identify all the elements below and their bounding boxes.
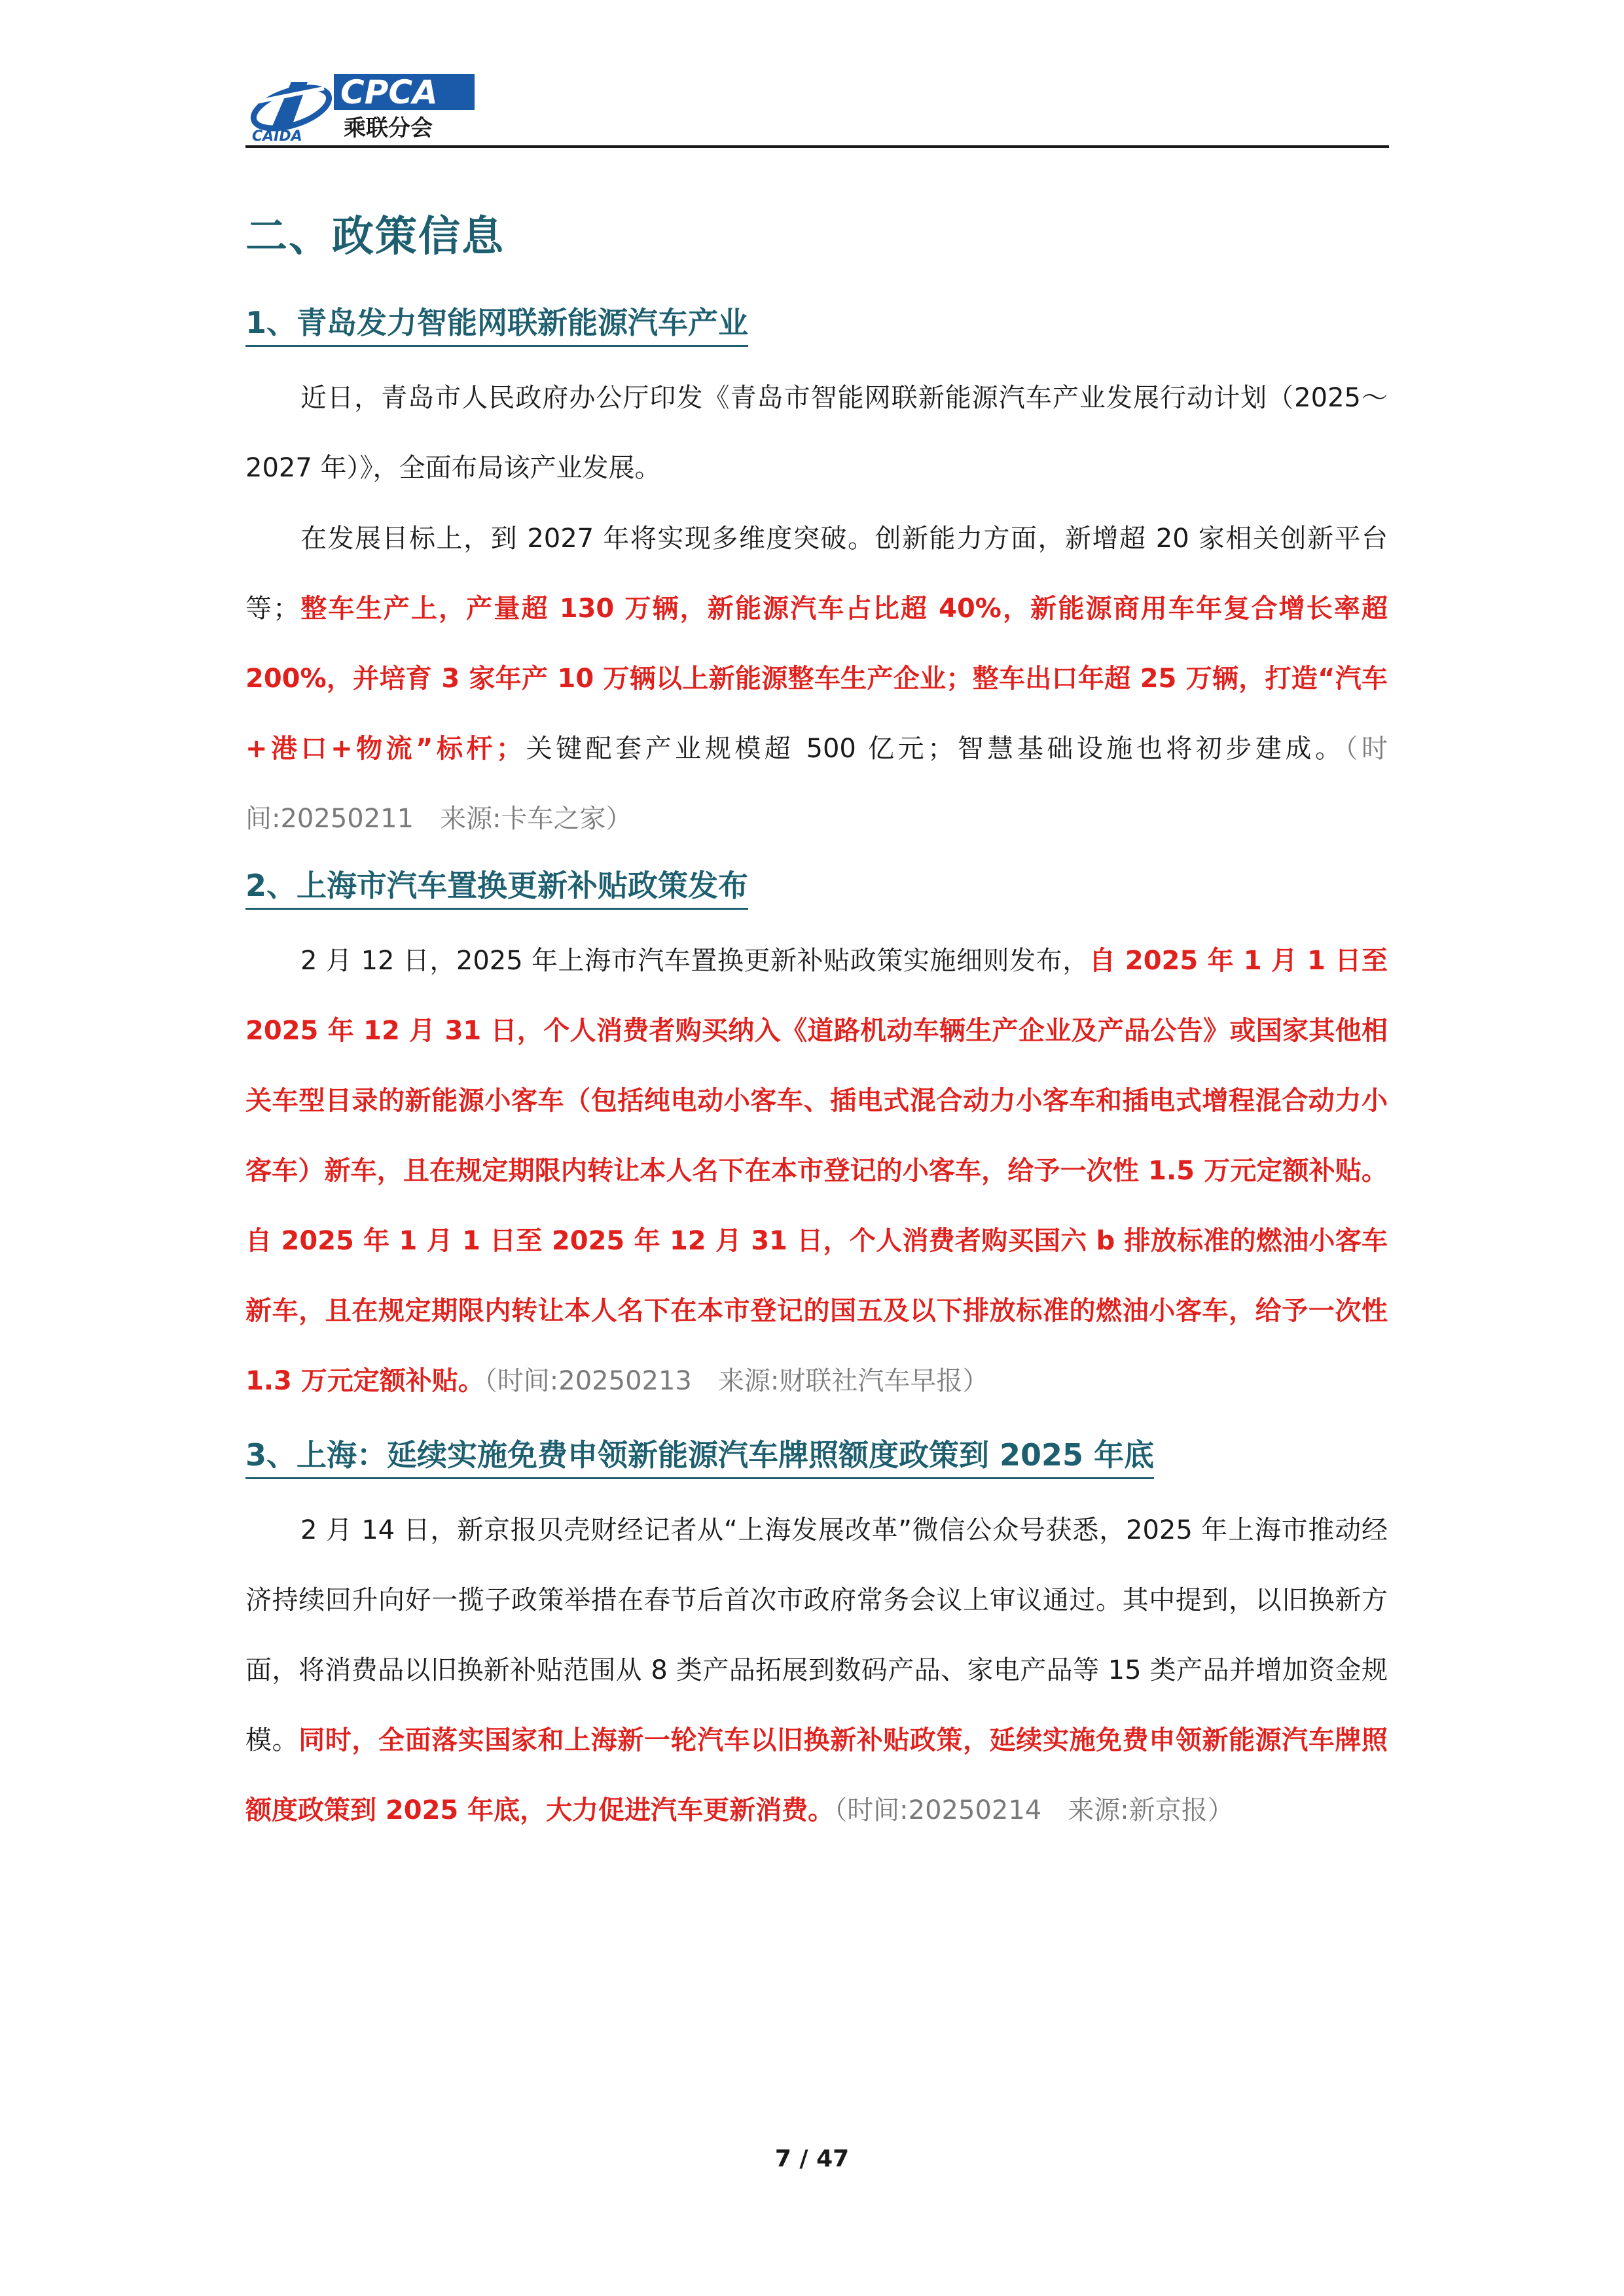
logo-subtext: 乘联分会	[344, 115, 433, 141]
text-run: 2 月 14 日，新京报贝壳财经记者从“上海发展改革”微信公众号获悉，2025 年上海市推动经济持续回升向好一揽子政策举措在春节后首次市政府常务会议上审议通过。其中提到，以旧换新方面，将消费品以旧换新补贴范围从 8 类产品拓展到数码产品、家电产品等 15 类产品并增加资金规模。	[245, 1515, 1388, 1755]
logo-text: CPCA	[340, 73, 438, 111]
text-run-highlight: 同时，全面落实国家和上海新一轮汽车以旧换新补贴政策，延续实施免费申领新能源汽车牌照额度政策到 2025 年底，大力促进汽车更新消费。	[245, 1725, 1388, 1825]
article-3-paragraph-1	[245, 1496, 1388, 1846]
article-2-paragraph-1	[245, 926, 1388, 1416]
cpca-logo	[245, 62, 481, 144]
text-run-source: （时间:20250211 来源:卡车之家）	[245, 734, 1388, 834]
article-title-1: 1、青岛发力智能网联新能源汽车产业	[245, 304, 748, 347]
article-1-paragraph-2	[245, 504, 1388, 854]
text-run: 2 月 12 日，2025 年上海市汽车置换更新补贴政策实施细则发布，	[300, 946, 1089, 976]
article-title-3: 3、上海：延续实施免费申领新能源汽车牌照额度政策到 2025 年底	[245, 1437, 1154, 1479]
text-run-highlight: 自 2025 年 1 月 1 日至 2025 年 12 月 31 日，个人消费者购买纳入《道路机动车辆生产企业及产品公告》或国家其他相关车型目录的新能源小客车（包括纯电动小客车、插电式混合动力小客车和插电式增程混合动力小客车）新车，且在规定期限内转让本人名下在本市登记的小客车，给予一次性 1.5 万元定额补贴。自 2025 年 1 月 1 日至 2025 年 12 月 31 日，个人消费者购买国六 b 排放标准的燃油小客车新车，且在规定期限内转让本人名下在本市登记的国五及以下排放标准的燃油小客车，给予一次性 1.3 万元定额补贴。	[245, 946, 1388, 1396]
text-run-source: （时间:20250214 来源:新京报）	[834, 1795, 1234, 1825]
article-title-2: 2、上海市汽车置换更新补贴政策发布	[245, 867, 748, 910]
text-run-source: （时间:20250213 来源:财联社汽车早报）	[484, 1366, 989, 1396]
text-run: 近日，青岛市人民政府办公厅印发《青岛市智能网联新能源汽车产业发展行动计划（2025～2027 年）》，全面布局该产业发展。	[245, 383, 1388, 483]
text-run: 关键配套产业规模超 500 亿元；智慧基础设施也将初步建成。	[522, 734, 1345, 764]
header-divider	[245, 145, 1389, 148]
page-number: 7 / 47	[774, 2145, 850, 2172]
section-title: 二、政策信息	[245, 213, 505, 261]
article-1-paragraph-1	[245, 363, 1388, 503]
logo-mark-text: CAIDA	[252, 128, 302, 144]
text-run-highlight: 整车生产上，产量超 130 万辆，新能源汽车占比超 40%，新能源商用车年复合增长率超 200%，并培育 3 家年产 10 万辆以上新能源整车生产企业；整车出口年超 25 万辆，打造“汽车+港口+物流”标杆；	[245, 594, 1388, 764]
page-header	[245, 62, 1388, 151]
text-run: 在发展目标上，到 2027 年将实现多维度突破。创新能力方面，新增超 20 家相关创新平台等；	[245, 524, 1388, 624]
